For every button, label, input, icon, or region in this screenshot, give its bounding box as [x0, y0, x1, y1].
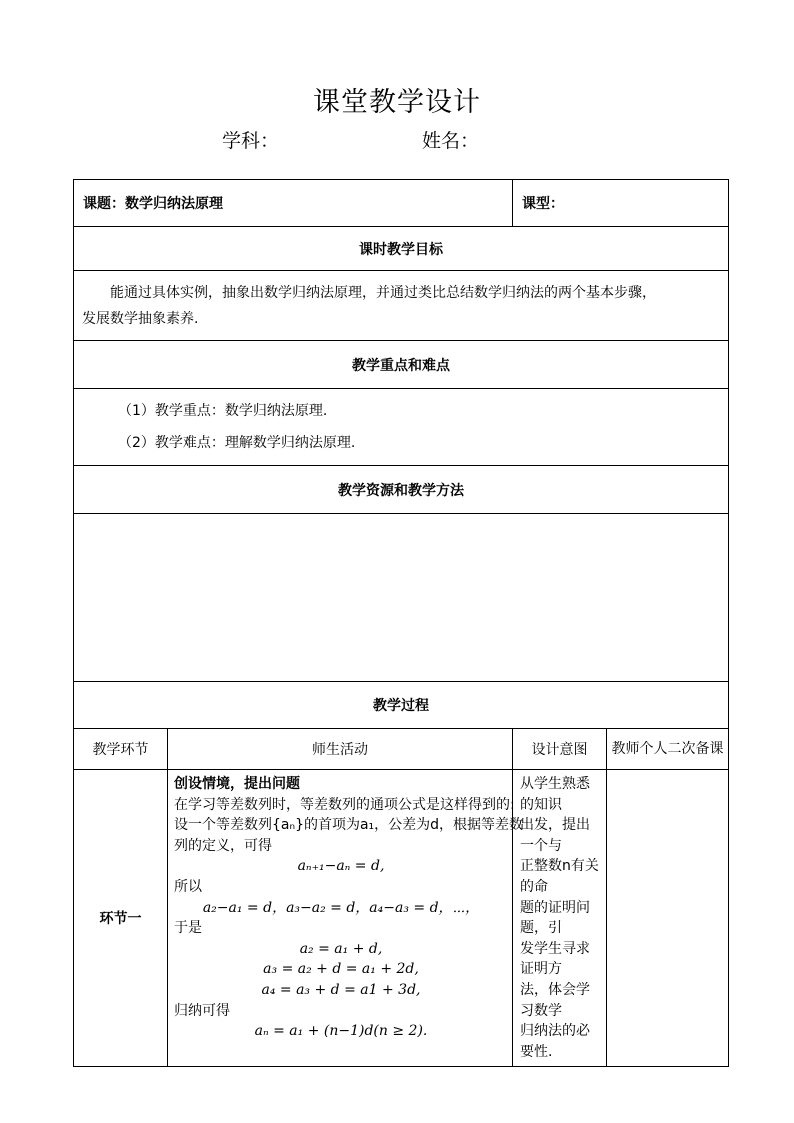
key-point-item: （2）教学难点：理解数学归纳法原理.: [118, 435, 356, 451]
document-title: 课堂教学设计: [313, 87, 481, 118]
objectives-line-2: 发展数学抽象素养.: [82, 310, 199, 327]
activity-line: 列的定义，可得: [174, 837, 272, 854]
intent-line: 题的证明问题，引: [520, 899, 590, 937]
objectives-text: [74, 271, 729, 341]
resources-body: [74, 514, 729, 682]
type-cell: [513, 180, 729, 227]
column-header-intent: 设计意图: [513, 729, 607, 770]
intent-line: 法，体会学习数学: [520, 981, 590, 1019]
resources-heading-row: [74, 466, 729, 514]
key-point-item: （1）教学重点：数学归纳法原理.: [118, 403, 328, 419]
objectives-heading: 课时教学目标: [74, 227, 729, 271]
process-heading-row: [74, 682, 729, 729]
intent-line: 从学生熟悉的知识: [520, 776, 590, 813]
column-header-stage: 教学环节: [74, 729, 168, 770]
equation: a₃ = a₂ + d = a₁ + 2d,: [263, 961, 419, 978]
process-heading: 教学过程: [74, 682, 729, 729]
intent-line: 正整数n有关的命: [520, 858, 599, 895]
activity-subtitle: 创设情境，提出问题: [174, 776, 300, 792]
process-stage-row: [74, 770, 729, 1067]
equation: aₙ₊₁−aₙ = d,: [297, 858, 385, 875]
equation: a₂−a₁ = d，a₃−a₂ = d，a₄−a₃ = d，⋯，: [202, 899, 480, 916]
intent-line: 发学生寻求证明方: [520, 940, 590, 978]
key-points-heading: 教学重点和难点: [74, 341, 729, 389]
equation: aₙ = a₁ + (n−1)d(n ≥ 2).: [254, 1023, 428, 1040]
key-points-heading-row: [74, 341, 729, 389]
resources-body-row: [74, 514, 729, 682]
intent-cell: [513, 770, 607, 1067]
objectives-body-row: [74, 271, 729, 341]
topic-cell: [74, 180, 513, 227]
process-column-header-row: [74, 729, 729, 770]
key-points-body-row: [74, 389, 729, 466]
topic-label: 课题：数学归纳法原理: [83, 196, 223, 212]
column-header-teacher-notes: 教师个人二次备课: [607, 729, 729, 770]
objectives-line-1: 能通过具体实例，抽象出数学归纳法原理，并通过类比总结数学归纳法的两个基本步骤，: [110, 284, 656, 301]
intent-line: 出发，提出一个与: [520, 817, 590, 854]
intent-line: 归纳法的必要性.: [520, 1023, 590, 1060]
objectives-heading-row: [74, 227, 729, 271]
lesson-plan-table: [73, 179, 729, 1067]
key-points-list: [74, 389, 729, 466]
teacher-notes-cell: [607, 770, 729, 1067]
activity-line: 设一个等差数列{aₙ}的首项为a₁，公差为d，根据等差数: [174, 817, 524, 834]
equation: a₂ = a₁ + d,: [299, 940, 383, 957]
activity-cell: [168, 770, 524, 1067]
topic-row: [74, 180, 729, 227]
activity-line: 在学习等差数列时，等差数列的通项公式是这样得到的:: [174, 796, 515, 813]
stage-label: 环节一: [74, 770, 168, 1067]
subject-label: 学科：: [222, 130, 280, 152]
name-label: 姓名：: [422, 130, 480, 152]
activity-line: 所以: [174, 878, 202, 895]
activity-line: 归纳可得: [174, 1002, 230, 1019]
type-label: 课型：: [522, 196, 564, 212]
equation: a₄ = a₃ + d = a1 + 3d,: [261, 981, 421, 998]
resources-heading: 教学资源和教学方法: [74, 466, 729, 514]
column-header-activity: 师生活动: [168, 729, 513, 770]
activity-line: 于是: [174, 920, 202, 937]
